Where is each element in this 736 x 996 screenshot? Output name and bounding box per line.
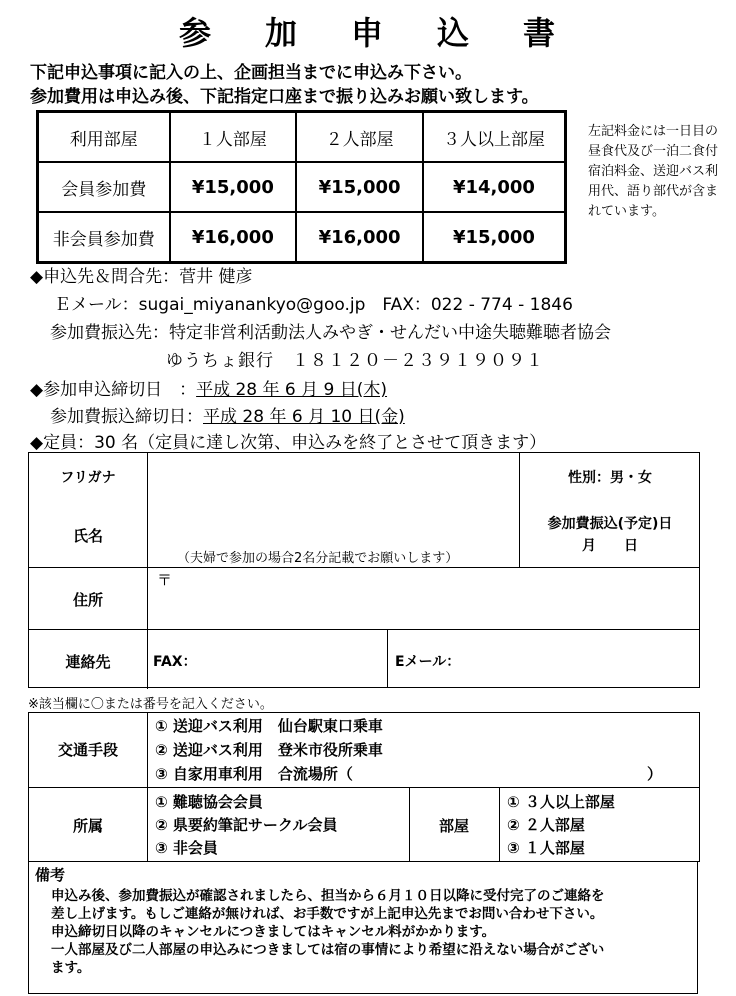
transport-option[interactable]: ① 送迎バス利用 仙台駅東口乗車 [155, 717, 383, 735]
contact-line: 参加費振込先：特定非営利活動法人みやぎ・せんだい中途失聴難聴者協会 [50, 323, 611, 343]
fee-value: ¥15,000 [170, 162, 297, 212]
fee-row-label: 非会員参加費 [38, 212, 170, 263]
apply-deadline-date: 平成 28 年 6 月 9 日(木) [196, 380, 388, 400]
fee-header: １人部屋 [170, 112, 297, 163]
contact-line: Ｅメール：sugai_miyanankyo@goo.jp FAX：022 - 774 - 1846 [54, 295, 573, 315]
fee-header: ３人以上部屋 [423, 112, 566, 163]
payday-field[interactable]: 月 日 [582, 538, 638, 554]
fee-value: ¥15,000 [423, 212, 566, 263]
capacity: ◆定員：30 名（定員に達し次第、申込みを終了とさせて頂きます） [30, 433, 547, 453]
affiliation-option[interactable]: ② 県要約筆記サークル会員 [155, 816, 338, 834]
apply-deadline-label: ◆参加申込締切日 ： [30, 380, 197, 400]
fee-value: ¥14,000 [423, 162, 566, 212]
intro-line-1: 下記申込事項に記入の上、企画担当までに申込み下さい。 [30, 63, 472, 83]
fee-value: ¥16,000 [296, 212, 423, 263]
application-form [28, 452, 700, 688]
address-label: 住所 [72, 591, 103, 609]
transport-label: 交通手段 [57, 741, 118, 759]
remarks-line: 一人部屋及び二人部屋の申込みにつきましては宿の事情により希望に沿えない場合がござい [51, 942, 605, 958]
affiliation-label: 所属 [72, 817, 103, 835]
transport-option[interactable]: ② 送迎バス利用 登米市役所乗車 [155, 741, 383, 759]
fax-field[interactable]: FAX： [153, 654, 197, 670]
contact-line: ◆申込先＆問合先：菅井 健彦 [30, 267, 253, 287]
fee-header: ２人部屋 [296, 112, 423, 163]
transport-close-paren: ） [647, 765, 663, 783]
gender-field[interactable]: 性別：男・女 [568, 470, 652, 486]
affiliation-option[interactable]: ③ 非会員 [155, 839, 218, 857]
fee-value: ¥16,000 [170, 212, 297, 263]
title-char: 書 [523, 14, 558, 52]
affiliation-option[interactable]: ① 難聴協会会員 [155, 793, 263, 811]
intro-line-2: 参加費用は申込み後、下記指定口座まで振り込みお願い致します。 [30, 87, 539, 107]
room-option[interactable]: ① ３人以上部屋 [507, 793, 615, 811]
address-field[interactable]: 〒 [157, 571, 173, 589]
title-char: 申 [350, 14, 385, 52]
room-label: 部屋 [438, 817, 469, 835]
pay-deadline-date: 平成 28 年 6 月 10 日(金) [203, 407, 405, 427]
instruction: ※該当欄に〇または番号を記入ください。 [28, 697, 273, 712]
room-option[interactable]: ② ２人部屋 [507, 816, 585, 834]
name-note: （夫婦で参加の場合2名分記載でお願いします） [177, 551, 459, 566]
room-option[interactable]: ③ １人部屋 [507, 839, 585, 857]
title-char: 加 [264, 14, 299, 52]
fee-table [36, 110, 567, 264]
fee-note: 左記料金には一日目の昼食代及び一泊二食付宿泊料金、送迎バス利用代、語り部代が含まれています。 [588, 124, 719, 219]
title-char: 込 [437, 14, 472, 52]
name-label: 氏名 [72, 527, 103, 545]
page-title [0, 8, 736, 54]
remarks-line: ます。 [51, 960, 91, 976]
payday-label: 参加費振込(予定)日 [547, 516, 673, 532]
options-section [28, 712, 700, 862]
contact-label: 連絡先 [65, 653, 111, 671]
fee-value: ¥15,000 [296, 162, 423, 212]
remarks-box [28, 862, 698, 994]
transport-option[interactable]: ③ 自家用車利用 合流場所（ [155, 765, 353, 783]
remarks-line: 申込み後、参加費振込が確認されましたら、担当から６月１０日以降に受付完了のご連絡を [51, 888, 605, 904]
remarks-title: 備考 [35, 866, 66, 884]
bank-account: ゆうちょ銀行 １８１２０－２３９１９０９１ [166, 351, 544, 371]
email-field[interactable]: Eメール： [395, 654, 461, 670]
title-char: 参 [178, 14, 213, 52]
furigana-label: フリガナ [60, 470, 116, 486]
name-field[interactable] [149, 453, 517, 565]
fee-row-label: 会員参加費 [38, 162, 170, 212]
remarks-line: 申込締切日以降のキャンセルにつきましてはキャンセル料がかかります。 [51, 924, 496, 940]
remarks-line: 差し上げます。もしご連絡が無ければ、お手数ですが上記申込先までお問い合わせ下さい。 [51, 906, 604, 922]
fee-header: 利用部屋 [38, 112, 170, 163]
pay-deadline-label: 参加費振込締切日： [50, 407, 203, 427]
